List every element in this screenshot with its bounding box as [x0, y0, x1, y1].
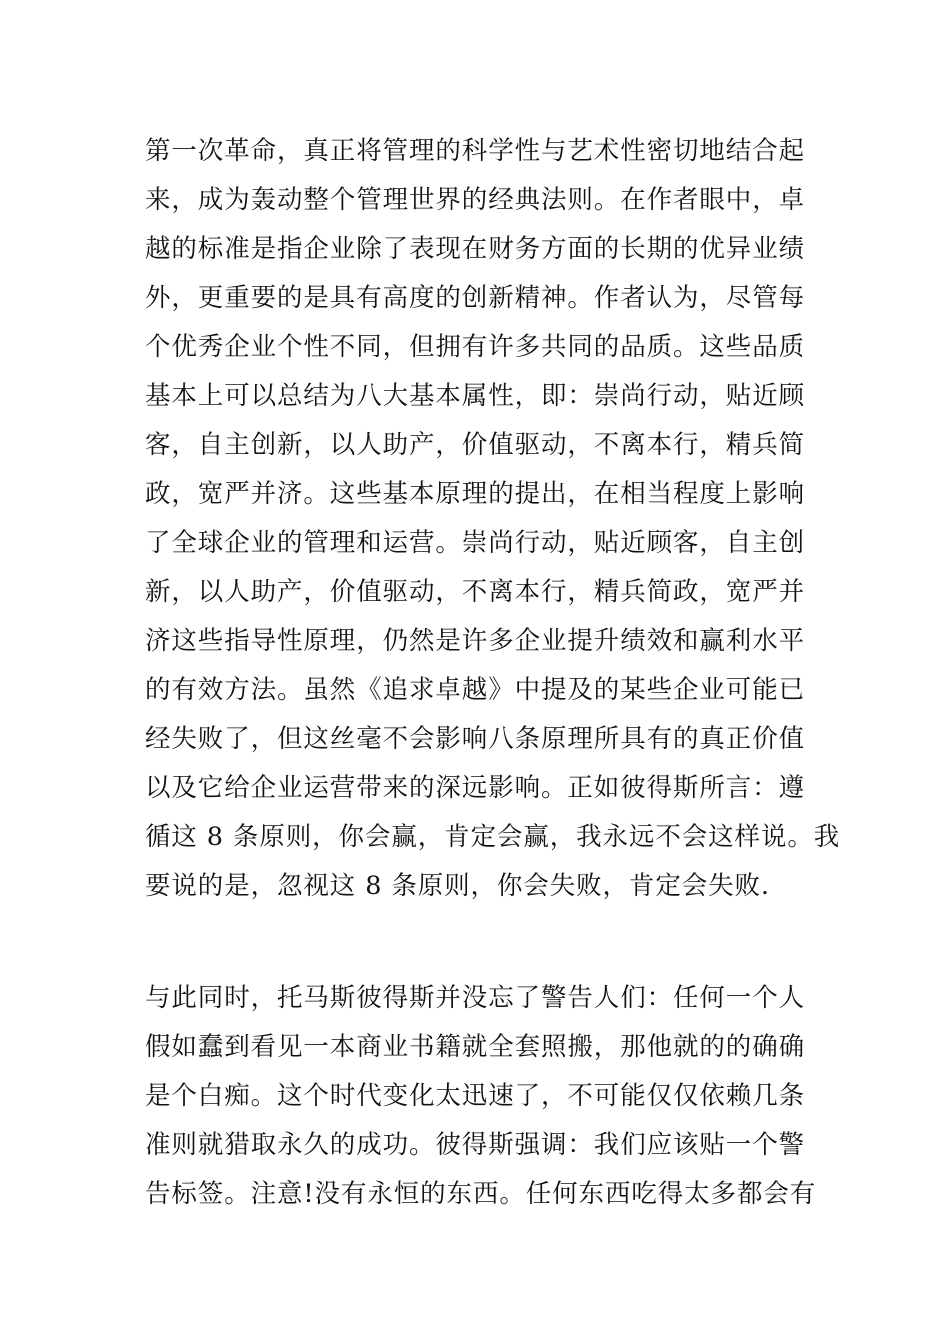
text-line: 第一次革命，真正将管理的科学性与艺术性密切地结合起 [145, 136, 806, 166]
text-line: 了全球企业的管理和运营。崇尚行动，贴近顾客，自主创 [145, 528, 806, 558]
text-line: 准则就猎取永久的成功。彼得斯强调：我们应该贴一个警 [145, 1130, 806, 1160]
text-line: 新，以人助产，价值驱动，不离本行，精兵简政，宽严并 [145, 577, 806, 607]
text-line: 以及它给企业运营带来的深远影响。正如彼得斯所言：遵 [145, 773, 806, 803]
text-line: 济这些指导性原理，仍然是许多企业提升绩效和赢利水平 [145, 626, 806, 656]
text-line: 假如蠢到看见一本商业书籍就全套照搬，那他就的的确确 [145, 1032, 806, 1062]
text-line: 政，宽严并济。这些基本原理的提出，在相当程度上影响 [145, 479, 806, 509]
text-line: 告标签。注意!没有永恒的东西。任何东西吃得太多都会有 [145, 1179, 817, 1209]
text-line: 是个白痴。这个时代变化太迅速了，不可能仅仅依赖几条 [145, 1081, 806, 1111]
text-line: 基本上可以总结为八大基本属性，即：崇尚行动，贴近顾 [145, 381, 806, 411]
body-paragraph-1 [145, 127, 841, 911]
text-line: 的有效方法。虽然《追求卓越》中提及的某些企业可能已 [145, 675, 806, 705]
text-line: 要说的是，忽视这 8 条原则，你会失败，肯定会失败. [145, 871, 770, 901]
text-line: 经失败了，但这丝毫不会影响八条原理所具有的真正价值 [145, 724, 806, 754]
text-line: 与此同时，托马斯彼得斯并没忘了警告人们：任何一个人 [145, 983, 806, 1013]
text-line: 客，自主创新，以人助产，价值驱动，不离本行，精兵简 [145, 430, 806, 460]
body-paragraph-2 [145, 974, 817, 1219]
text-line: 循这 8 条原则，你会赢，肯定会赢，我永远不会这样说。我 [145, 822, 841, 852]
text-line: 外，更重要的是具有高度的创新精神。作者认为，尽管每 [145, 283, 806, 313]
text-line: 越的标准是指企业除了表现在财务方面的长期的优异业绩 [145, 234, 806, 264]
text-line: 来，成为轰动整个管理世界的经典法则。在作者眼中，卓 [145, 185, 806, 215]
text-line: 个优秀企业个性不同，但拥有许多共同的品质。这些品质 [145, 332, 806, 362]
